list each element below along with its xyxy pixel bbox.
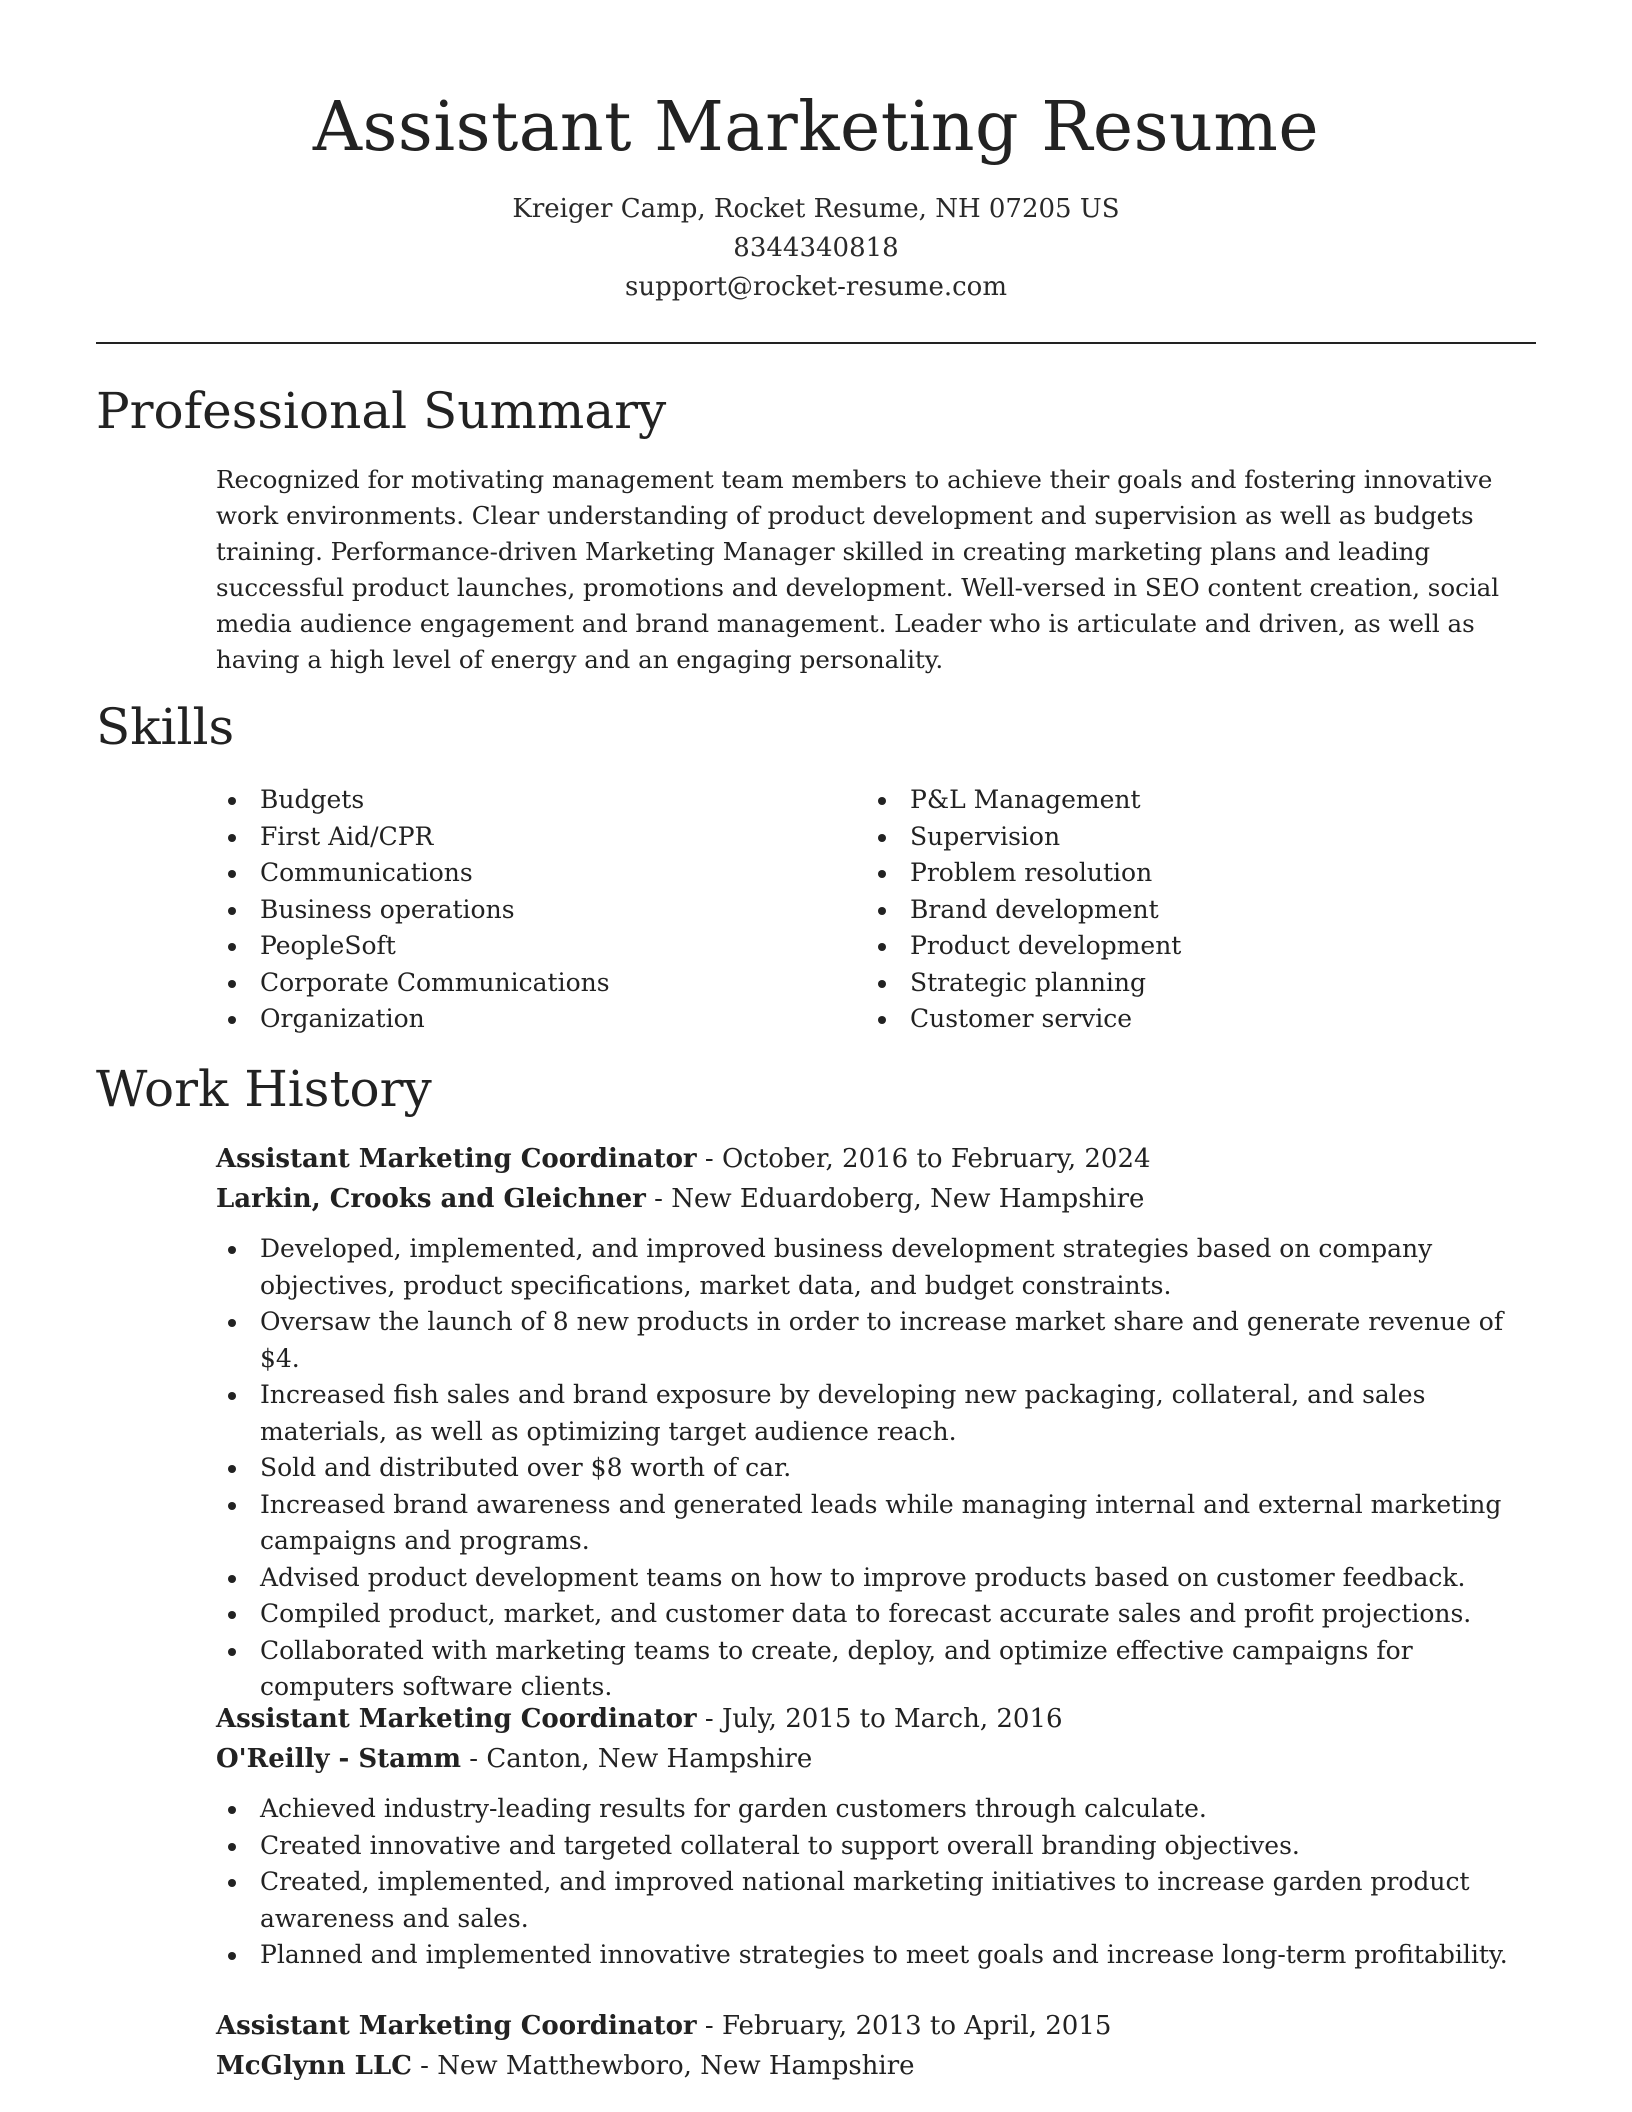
resume-title: Assistant Marketing Resume bbox=[312, 88, 1320, 167]
contact-email: support@rocket-resume.com bbox=[624, 272, 1007, 302]
skill-item: Customer service bbox=[866, 1001, 1516, 1038]
job-entry bbox=[216, 2006, 1536, 2086]
job-company: O'Reilly - Stamm bbox=[216, 1744, 462, 1774]
skill-item: Organization bbox=[216, 1001, 866, 1038]
job-title-line bbox=[216, 1699, 1536, 1739]
summary-text: Recognized for motivating management team members to achieve their goals and fostering innovative work environments. Clear understanding of product development and supervision as well as budgets training. Performance-driven Marketing Manager skilled in creating marketing plans and leading successful product launches, promotions and development. Well-versed in SEO content creation, social media audience engagement and brand management. Leader who is articulate and driven, as well as having a high level of energy and an engaging personality. bbox=[216, 465, 1500, 674]
header-divider bbox=[96, 342, 1536, 344]
job-title: Assistant Marketing Coordinator bbox=[216, 1704, 697, 1734]
job-title: Assistant Marketing Coordinator bbox=[216, 1144, 697, 1174]
job-dates: - October, 2016 to February, 2024 bbox=[696, 1144, 1151, 1174]
job-company-line bbox=[216, 1179, 1536, 1219]
skill-item: Budgets bbox=[216, 782, 866, 819]
contact-phone: 8344340818 bbox=[733, 233, 899, 263]
job-title-line bbox=[216, 1139, 1536, 1179]
job-entry bbox=[216, 1139, 1536, 1706]
skill-item: Corporate Communications bbox=[216, 965, 866, 1002]
job-dates: - February, 2013 to April, 2015 bbox=[696, 2011, 1112, 2041]
skill-item: First Aid/CPR bbox=[216, 819, 866, 856]
job-company-line bbox=[216, 2046, 1536, 2086]
resume-header bbox=[0, 0, 1632, 307]
job-title: Assistant Marketing Coordinator bbox=[216, 2011, 697, 2041]
job-duty: Planned and implemented innovative strategies to meet goals and increase long-term profitability. bbox=[216, 1937, 1536, 1974]
skill-item: Business operations bbox=[216, 892, 866, 929]
skill-item: PeopleSoft bbox=[216, 928, 866, 965]
section-title-summary: Professional Summary bbox=[96, 382, 667, 440]
section-title-skills: Skills bbox=[96, 698, 235, 756]
skill-item: Communications bbox=[216, 855, 866, 892]
job-duties bbox=[216, 1791, 1536, 1974]
job-duties bbox=[216, 1231, 1536, 1706]
job-duty: Advised product development teams on how to improve products based on customer feedback. bbox=[216, 1560, 1536, 1597]
skill-item: Supervision bbox=[866, 819, 1516, 856]
job-duty: Achieved industry-leading results for garden customers through calculate. bbox=[216, 1791, 1536, 1828]
job-duty: Created innovative and targeted collateral to support overall branding objectives. bbox=[216, 1828, 1536, 1865]
job-company: Larkin, Crooks and Gleichner bbox=[216, 1184, 646, 1214]
skill-item: P&L Management bbox=[866, 782, 1516, 819]
skill-item: Problem resolution bbox=[866, 855, 1516, 892]
job-duty: Oversaw the launch of 8 new products in order to increase market share and generate revenue of $4. bbox=[216, 1304, 1536, 1377]
job-duty: Created, implemented, and improved national marketing initiatives to increase garden product awareness and sales. bbox=[216, 1864, 1536, 1937]
contact-block bbox=[0, 190, 1632, 307]
job-duty: Collaborated with marketing teams to create, deploy, and optimize effective campaigns for computers software clients. bbox=[216, 1633, 1536, 1706]
section-title-work-history: Work History bbox=[96, 1060, 432, 1118]
job-location: - Canton, New Hampshire bbox=[461, 1744, 813, 1774]
job-duty: Increased fish sales and brand exposure by developing new packaging, collateral, and sales materials, as well as optimizing target audience reach. bbox=[216, 1377, 1536, 1450]
skills-column-left bbox=[216, 782, 866, 1038]
job-dates: - July, 2015 to March, 2016 bbox=[696, 1704, 1063, 1734]
job-title-line bbox=[216, 2006, 1536, 2046]
job-location: - New Matthewboro, New Hampshire bbox=[411, 2051, 915, 2081]
skill-item: Product development bbox=[866, 928, 1516, 965]
job-duty: Compiled product, market, and customer data to forecast accurate sales and profit projections. bbox=[216, 1596, 1536, 1633]
skill-item: Brand development bbox=[866, 892, 1516, 929]
skill-item: Strategic planning bbox=[866, 965, 1516, 1002]
job-entry bbox=[216, 1699, 1536, 1974]
skills-column-right bbox=[866, 782, 1516, 1038]
job-location: - New Eduardoberg, New Hampshire bbox=[645, 1184, 1145, 1214]
job-duty: Increased brand awareness and generated leads while managing internal and external marketing campaigns and programs. bbox=[216, 1487, 1536, 1560]
job-company-line bbox=[216, 1739, 1536, 1779]
contact-address: Kreiger Camp, Rocket Resume, NH 07205 US bbox=[512, 194, 1120, 224]
job-company: McGlynn LLC bbox=[216, 2051, 412, 2081]
job-duty: Sold and distributed over $8 worth of car. bbox=[216, 1450, 1536, 1487]
job-duty: Developed, implemented, and improved business development strategies based on company objectives, product specifications, market data, and budget constraints. bbox=[216, 1231, 1536, 1304]
skills-list bbox=[216, 782, 1516, 1038]
